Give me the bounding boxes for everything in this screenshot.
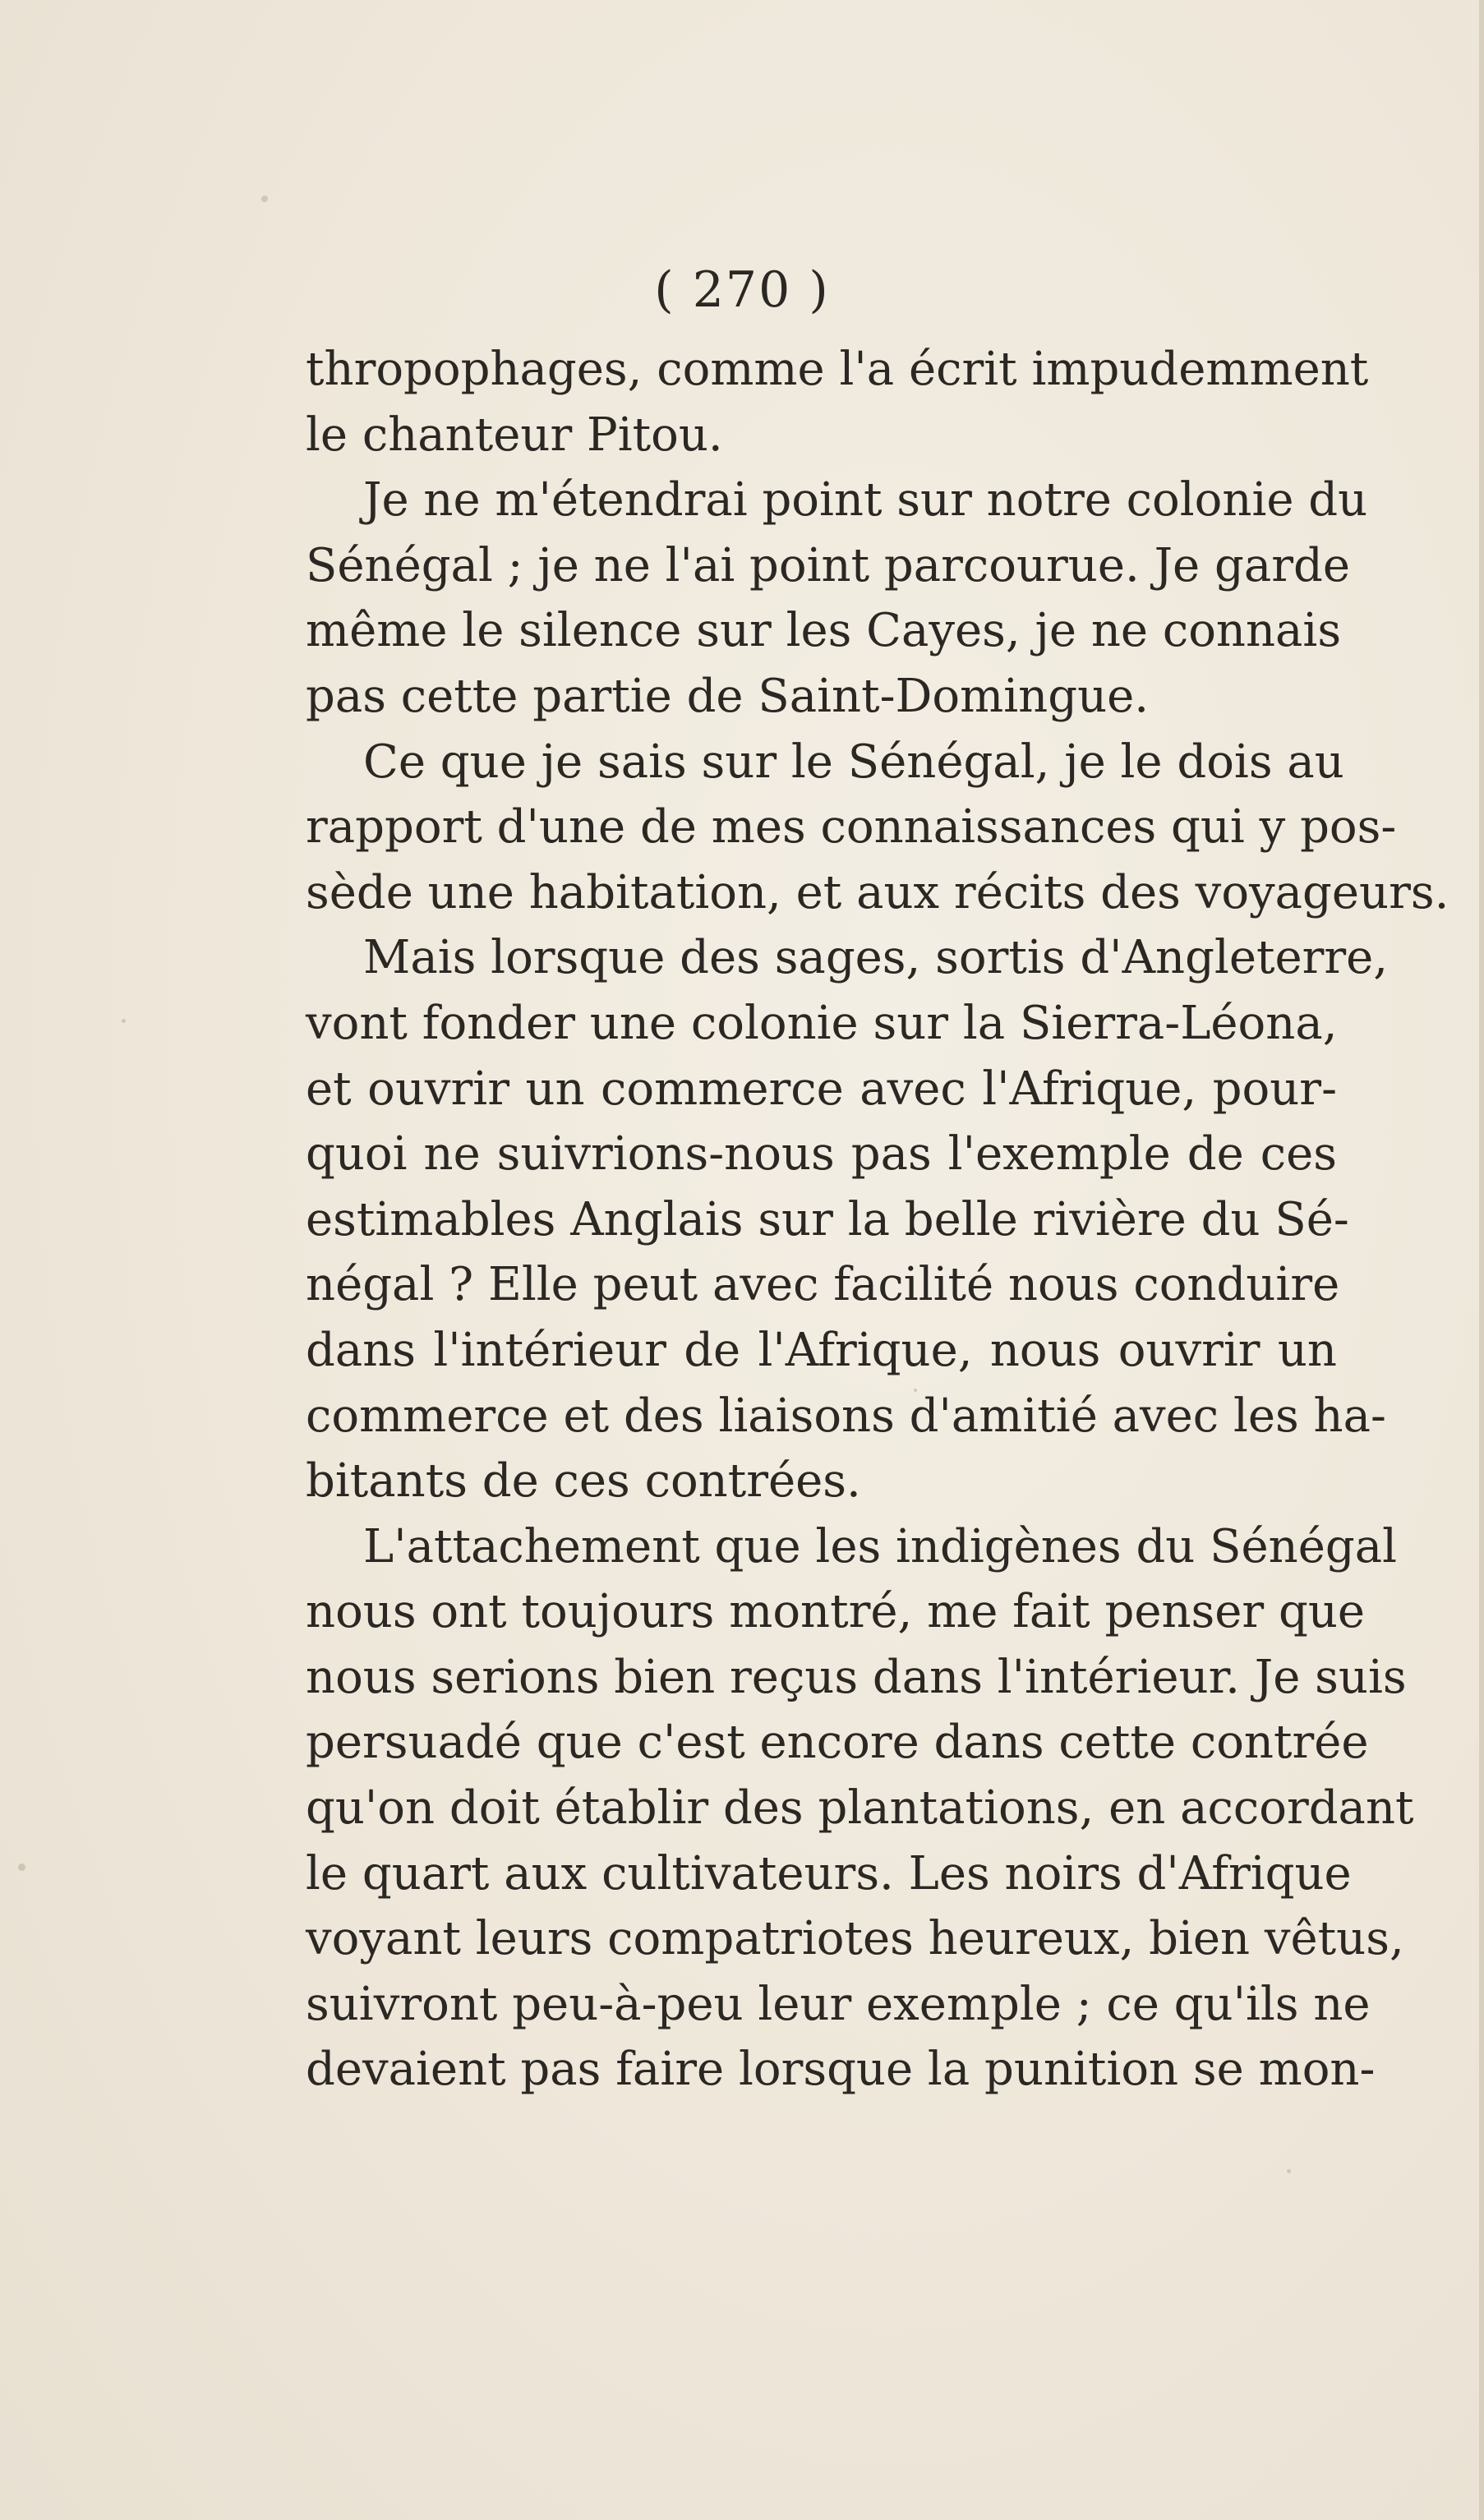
paper-speck bbox=[1287, 2169, 1291, 2173]
text-line: rapport d'une de mes connaissances qui y pos- bbox=[306, 800, 1397, 855]
text-line: devaient pas faire lorsque la punition se mon- bbox=[306, 2043, 1376, 2097]
text-line: thropophages, comme l'a écrit impudemment bbox=[306, 343, 1369, 396]
text-line: négal ? Elle peut avec facilité nous conduire bbox=[306, 1258, 1340, 1312]
text-line: voyant leurs compatriotes heureux, bien vêtus, bbox=[306, 1912, 1404, 1966]
text-line: nous ont toujours montré, me fait penser que bbox=[306, 1585, 1366, 1639]
text-line: Sénégal ; je ne l'ai point parcourue. Je garde bbox=[306, 538, 1350, 592]
page-number: ( 270 ) bbox=[654, 261, 830, 319]
text-line: pas cette partie de Saint-Domingue. bbox=[306, 669, 1150, 723]
paper-speck bbox=[18, 1864, 25, 1871]
paper-speck bbox=[122, 1019, 126, 1023]
text-line: L'attachement que les indigènes du Sénégal bbox=[363, 1519, 1398, 1573]
text-line: estimables Anglais sur la belle rivière du Sé- bbox=[306, 1192, 1349, 1246]
text-line: le quart aux cultivateurs. Les noirs d'Afrique bbox=[306, 1846, 1352, 1900]
text-line: Ce que je sais sur le Sénégal, je le dois au bbox=[363, 735, 1344, 789]
text-line: nous serions bien reçus dans l'intérieur. Je suis bbox=[306, 1650, 1407, 1704]
paper-speck bbox=[261, 196, 268, 202]
text-line: même le silence sur les Cayes, je ne connais bbox=[306, 604, 1342, 658]
text-line: vont fonder une colonie sur la Sierra-Léona, bbox=[306, 996, 1338, 1050]
text-line: le chanteur Pitou. bbox=[306, 408, 723, 462]
text-line: Je ne m'étendrai point sur notre colonie du bbox=[363, 473, 1368, 527]
text-line: Mais lorsque des sages, sortis d'Angleterre, bbox=[363, 931, 1389, 985]
text-line: sède une habitation, et aux récits des voyageurs. bbox=[306, 865, 1449, 919]
text-line: bitants de ces contrées. bbox=[306, 1454, 861, 1509]
text-line: persuadé que c'est encore dans cette contrée bbox=[306, 1716, 1369, 1770]
text-line: qu'on doit établir des plantations, en accordant bbox=[306, 1781, 1414, 1836]
page-edge bbox=[1479, 0, 1484, 2520]
text-line: dans l'intérieur de l'Afrique, nous ouvrir un bbox=[306, 1323, 1337, 1377]
text-line: et ouvrir un commerce avec l'Afrique, pour- bbox=[306, 1062, 1337, 1116]
text-line: commerce et des liaisons d'amitié avec les ha- bbox=[306, 1389, 1386, 1443]
text-line: suivront peu-à-peu leur exemple ; ce qu'ils ne bbox=[306, 1977, 1371, 2031]
body-text bbox=[306, 337, 1449, 2103]
text-line: quoi ne suivrions-nous pas l'exemple de ces bbox=[306, 1127, 1337, 1182]
